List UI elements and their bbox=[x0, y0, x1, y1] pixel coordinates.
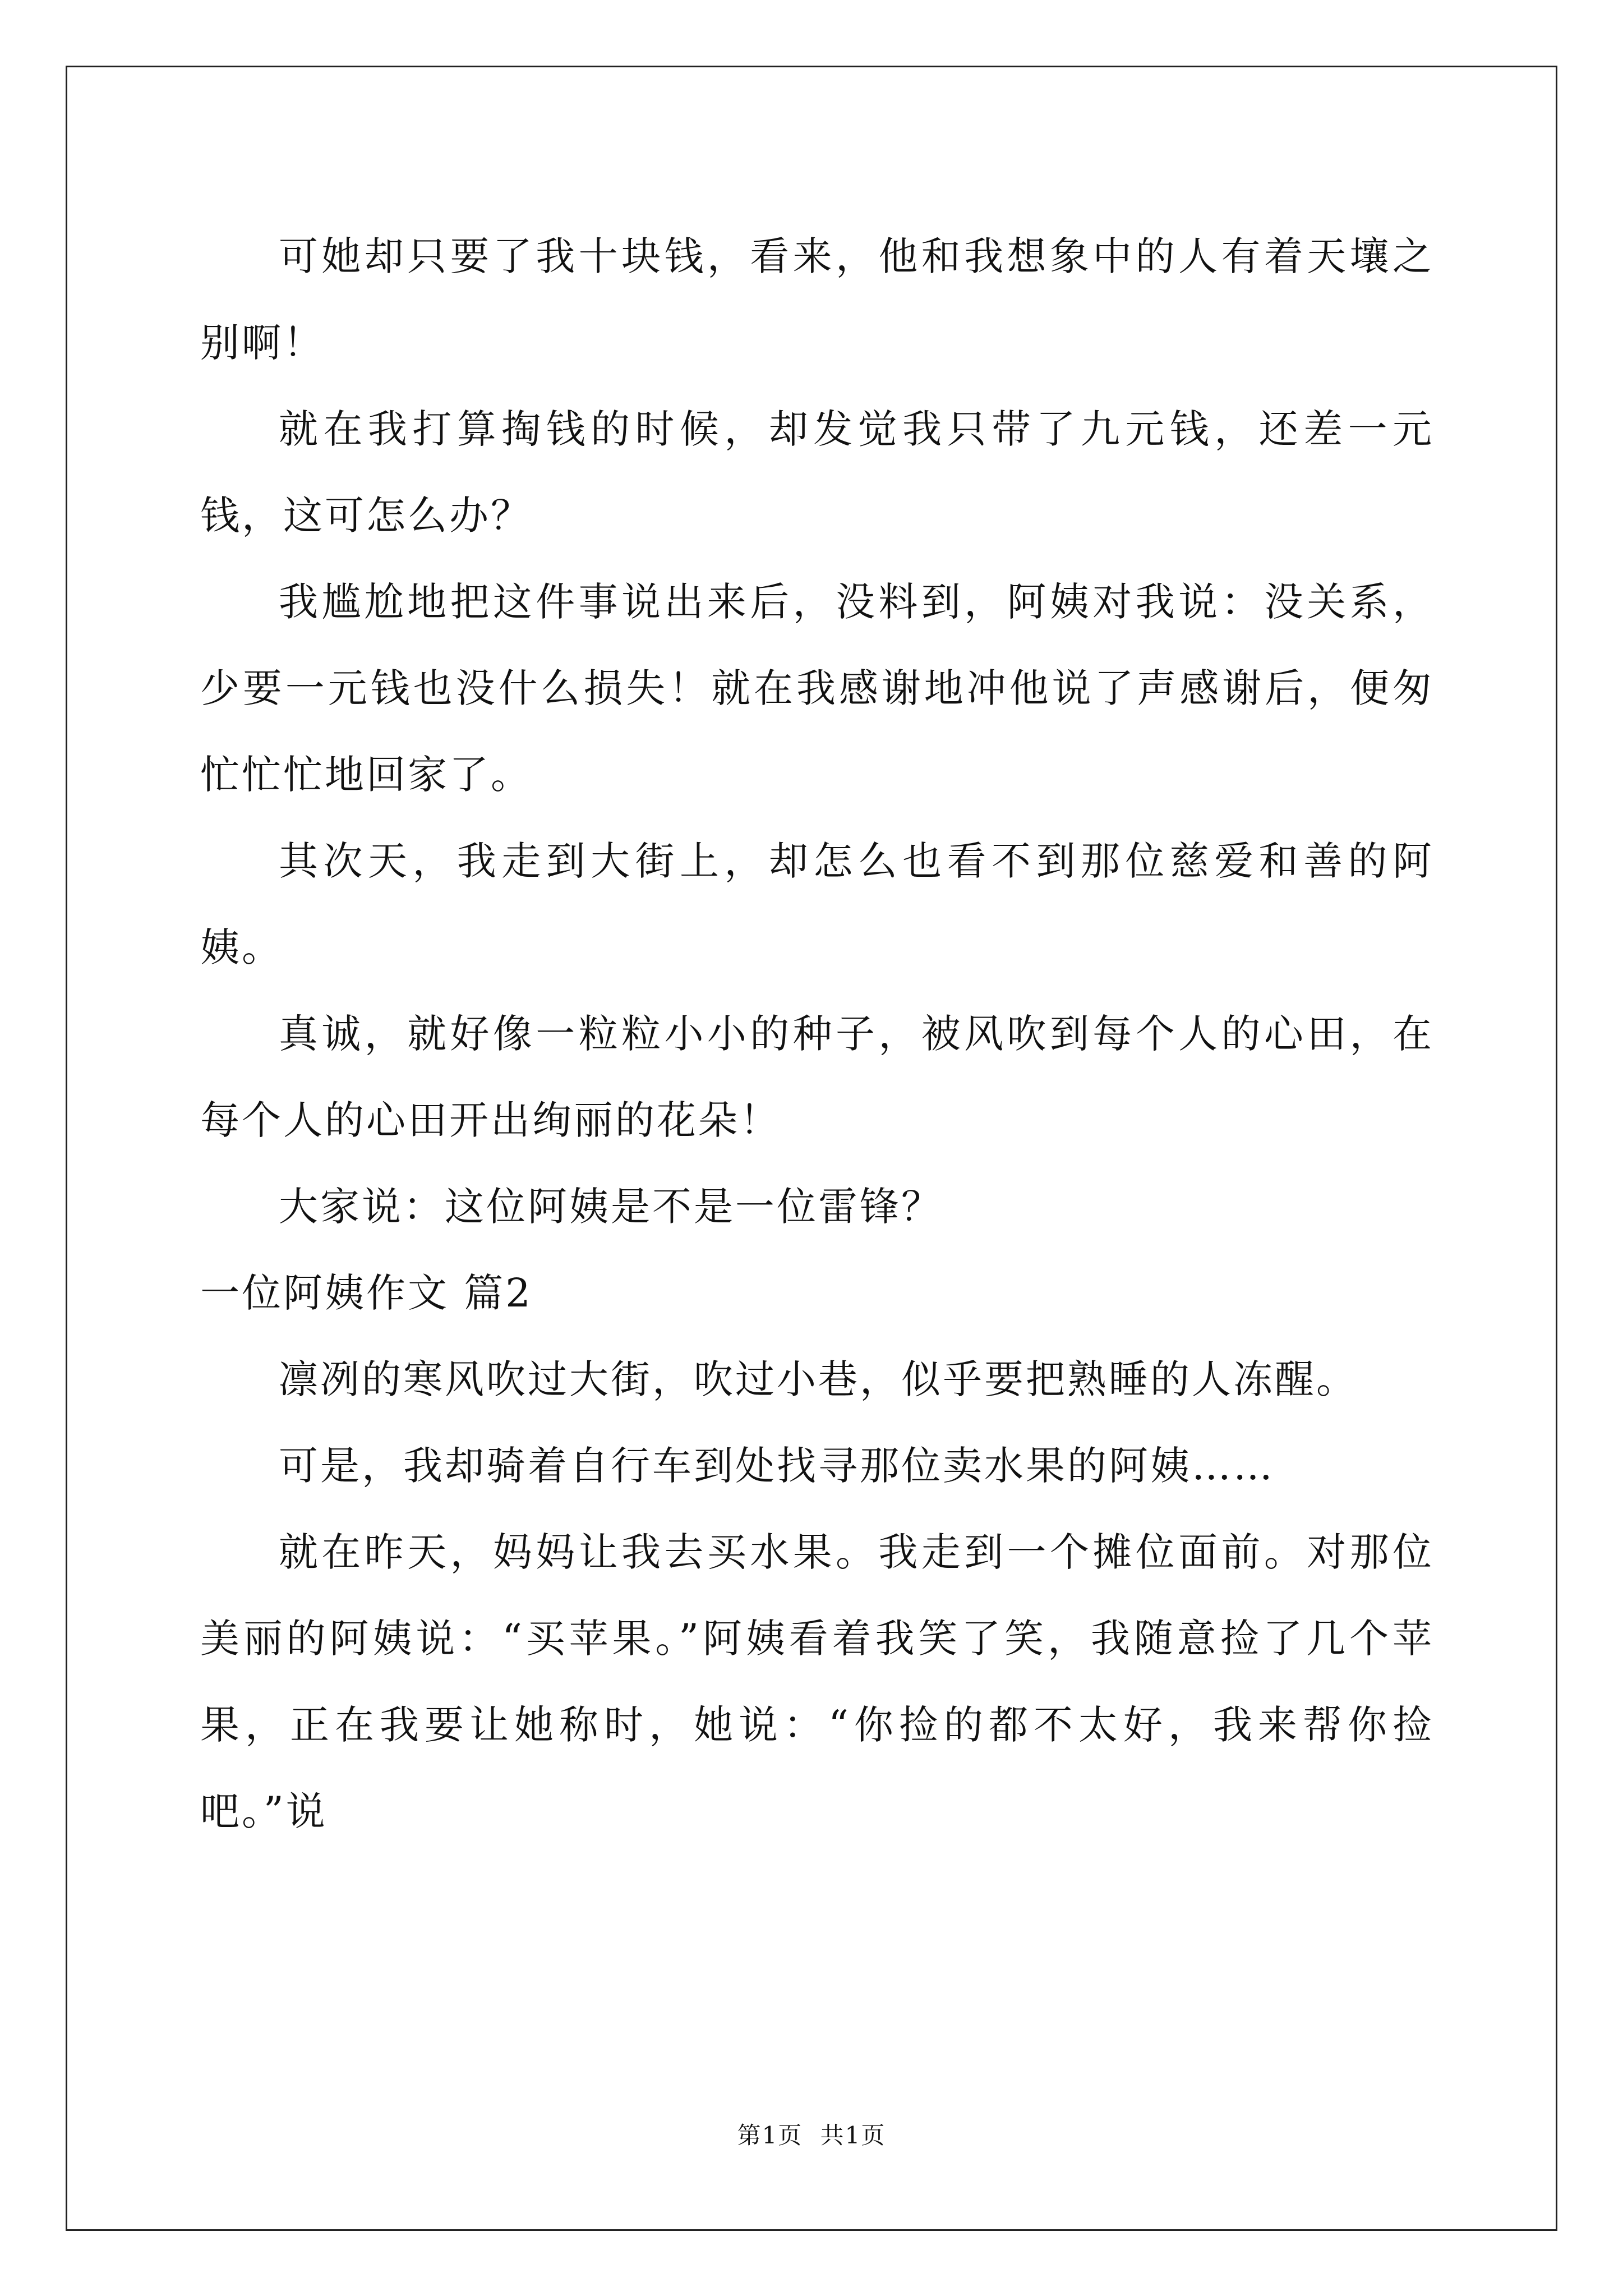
paragraph: 可是，我却骑着自行车到处找寻那位卖水果的阿姨…… bbox=[279, 1443, 1275, 1489]
section-title: 一位阿姨作文 篇2 bbox=[200, 1270, 533, 1316]
paragraph: 真诚，就好像一粒粒小小的种子，被风吹到每个人的心田，在每个人的心田开出绚丽的花朵！ bbox=[200, 1011, 1434, 1143]
paragraph: 大家说：这位阿姨是不是一位雷锋？ bbox=[279, 1184, 943, 1230]
page-total: 共1页 bbox=[820, 2122, 886, 2149]
paragraph: 凛冽的寒风吹过大街，吹过小巷，似乎要把熟睡的人冻醒。 bbox=[279, 1356, 1358, 1402]
paragraph: 就在我打算掏钱的时候，却发觉我只带了九元钱，还差一元钱，这可怎么办？ bbox=[200, 406, 1434, 539]
page-number: 第1页 bbox=[737, 2122, 803, 2149]
paragraph: 其次天，我走到大街上，却怎么也看不到那位慈爱和善的阿姨。 bbox=[200, 838, 1434, 970]
paragraph: 就在昨天，妈妈让我去买水果。我走到一个摊位面前。对那位美丽的阿姨说：“买苹果。”阿姨看着我笑了笑，我随意捡了几个苹果，正在我要让她称时，她说：“你捡的都不太好，我来帮你捡吧。”说 bbox=[200, 1529, 1434, 1834]
paragraph: 可她却只要了我十块钱，看来，他和我想象中的人有着天壤之别啊！ bbox=[200, 233, 1434, 366]
paragraph: 我尴尬地把这件事说出来后，没料到，阿姨对我说：没关系，少要一元钱也没什么损失！就在我感谢地冲他说了声感谢后，便匆忙忙忙地回家了。 bbox=[200, 579, 1434, 798]
page-footer bbox=[0, 2122, 1623, 2150]
document-body bbox=[200, 213, 1434, 1855]
